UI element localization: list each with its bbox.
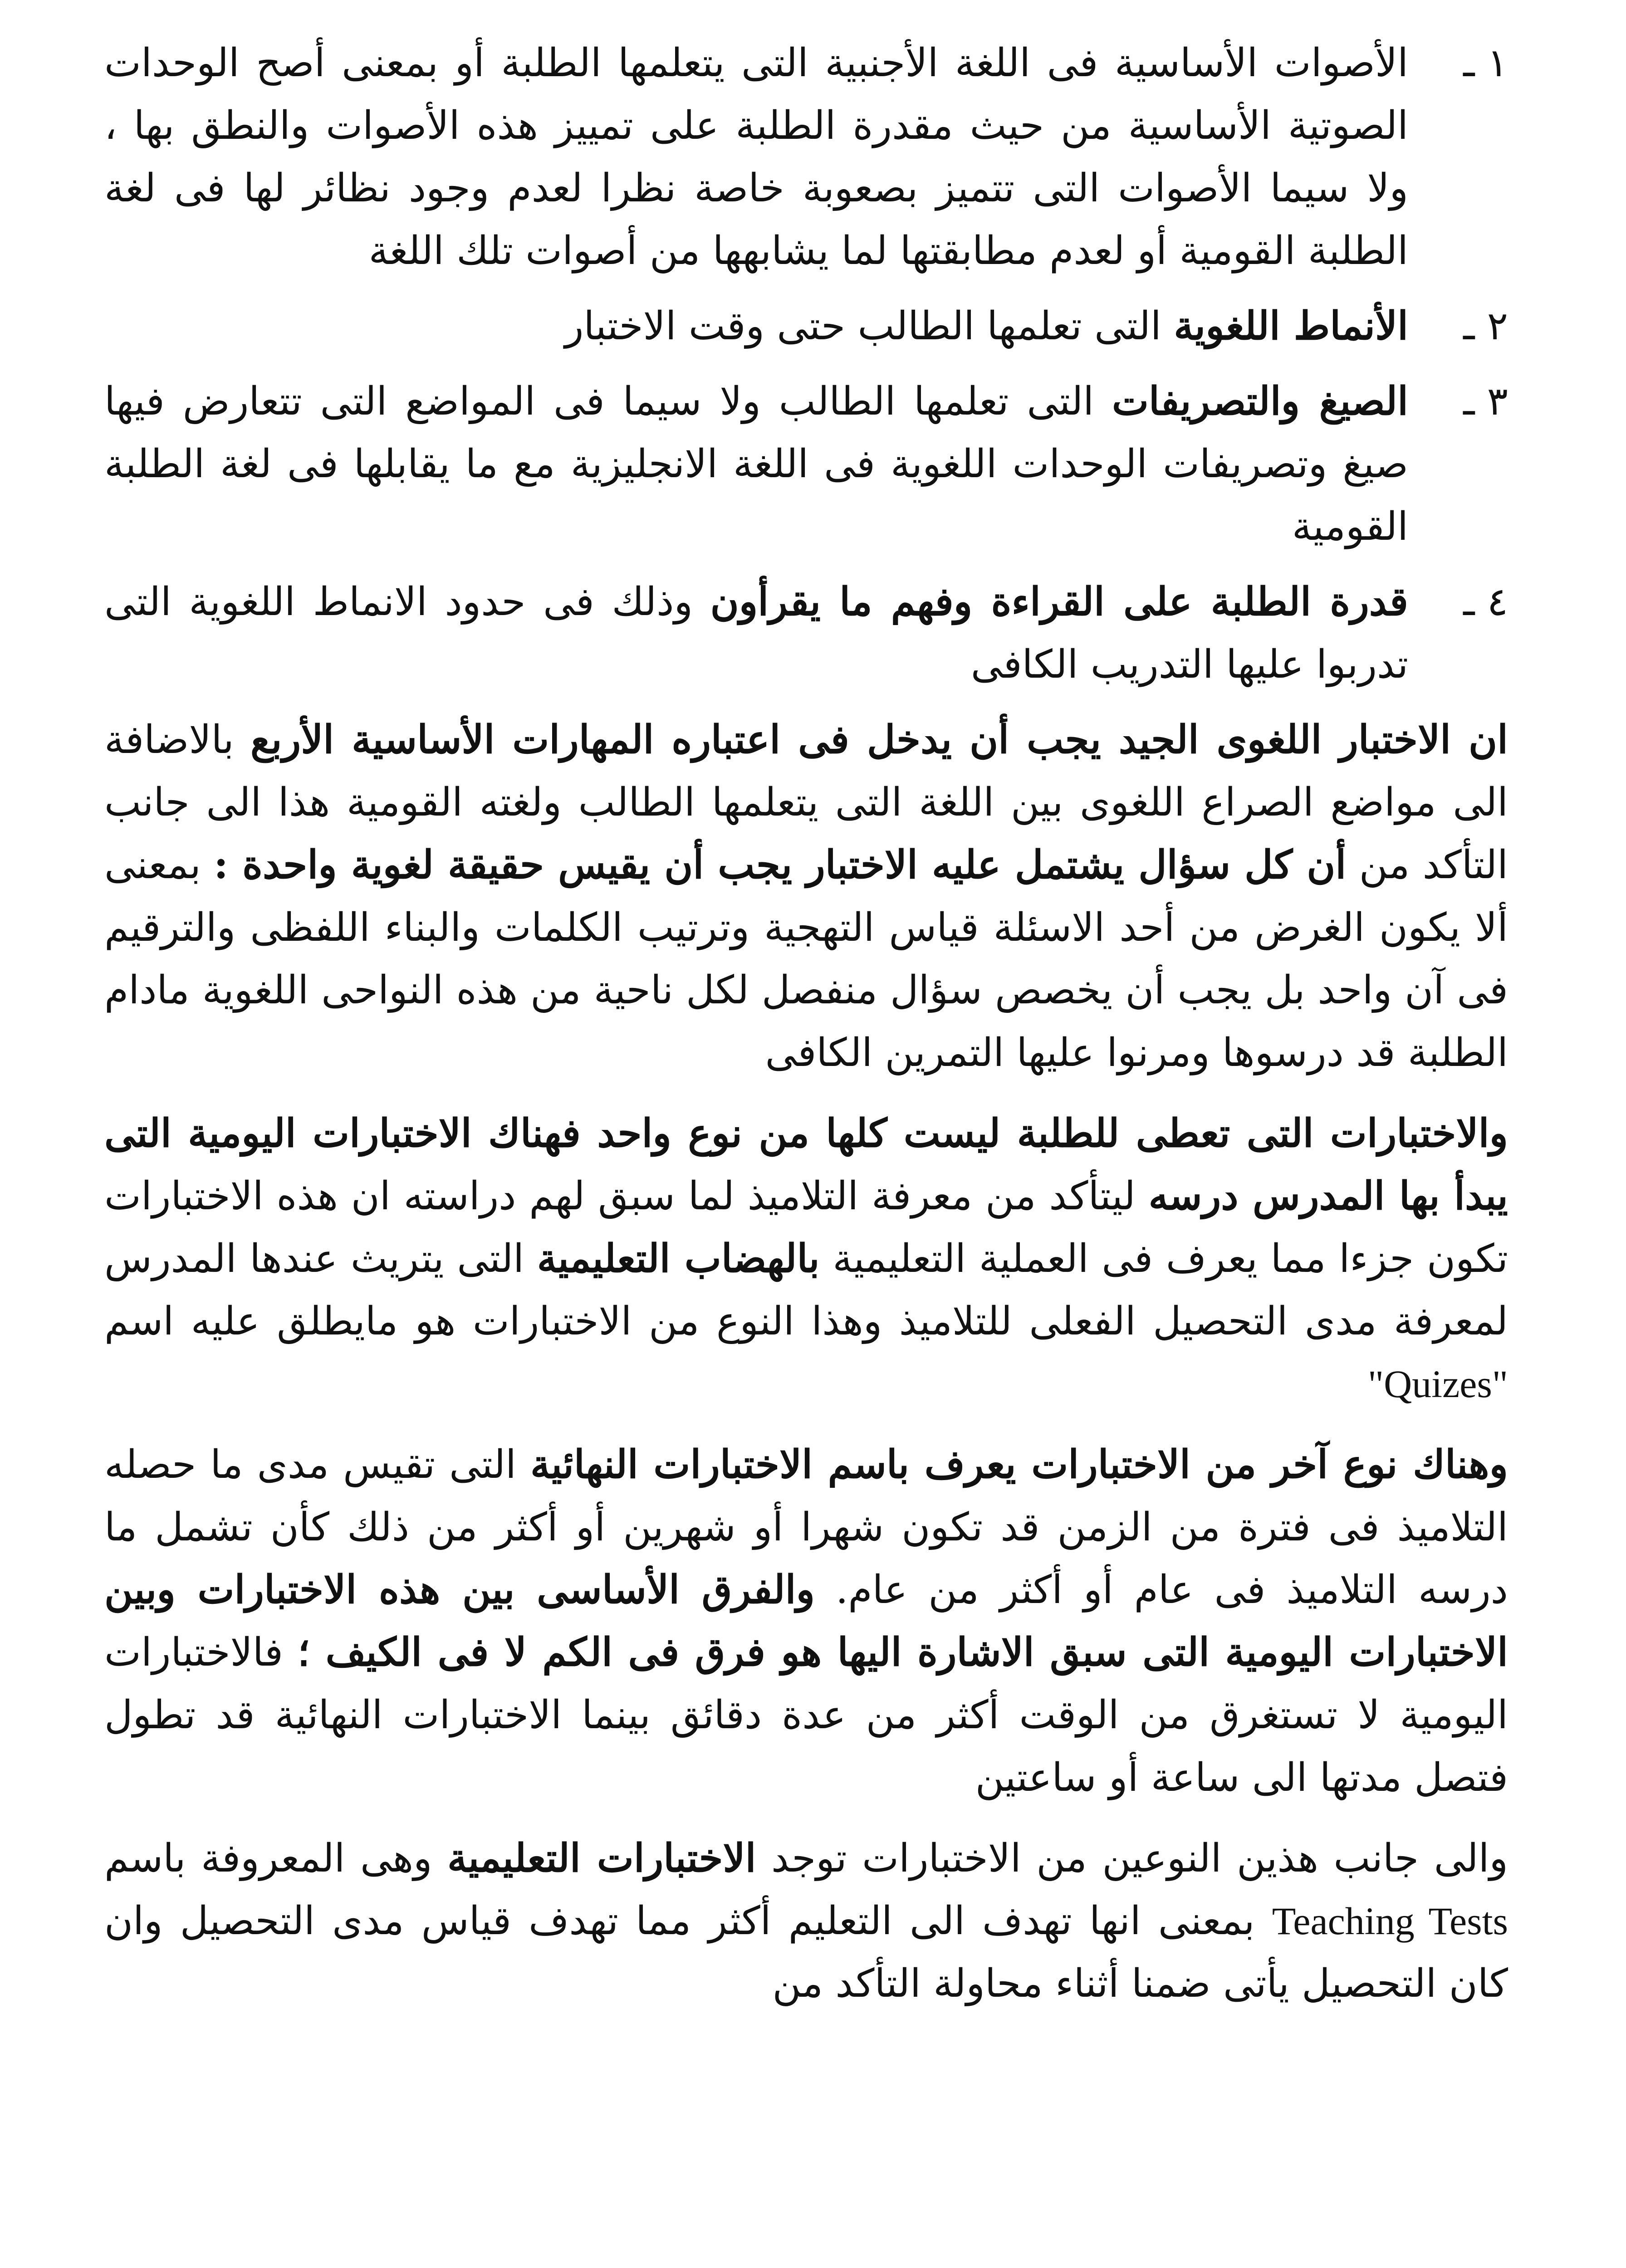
bold-text: والاختبارات التى تعطى للطلبة ليست كلها من نوع واحد فهناك الاختبارات اليومية التى يبدأ بها المدرس درسه bbox=[104, 1110, 1508, 1219]
bold-term: الأنماط اللغوية bbox=[1174, 303, 1408, 349]
bold-text: الاختبارات التعليمية bbox=[447, 1835, 756, 1881]
latin-term: "Quizes" bbox=[1367, 1362, 1508, 1406]
list-text: وذلك فى حدود الانماط اللغوية التى تدربوا عليها التدريب الكافى bbox=[104, 579, 1408, 687]
bold-text: ان الاختبار اللغوى الجيد يجب أن يدخل فى اعتباره المهارات الأساسية الأربع bbox=[250, 717, 1508, 763]
list-number: ٣ ـ bbox=[1463, 379, 1508, 424]
paragraph-daily-tests bbox=[104, 1102, 1508, 1415]
latin-term: Teaching Tests bbox=[1272, 1899, 1508, 1943]
list-text: الأصوات الأساسية فى اللغة الأجنبية التى يتعلمها الطلبة أو بمعنى أصح الوحدات الصوتية الأساسية من حيث مقدرة الطلبة على تمييز هذه الأصوات والنطق بها ، ولا سيما الأصوات التى تتميز بصعوبة خاصة نظرا لعدم وجود نظائر لها فى لغة الطلبة القومية أو لعدم مطابقتها لما يشابهها من أصوات تلك اللغة bbox=[104, 40, 1408, 274]
list-body bbox=[104, 571, 1408, 696]
bold-term: الصيغ والتصريفات bbox=[1112, 378, 1408, 424]
page-content bbox=[104, 32, 1508, 2033]
bold-text: وهناك نوع آخر من الاختبارات يعرف باسم الاختبارات النهائية bbox=[530, 1442, 1508, 1487]
list-number: ٤ ـ bbox=[1463, 579, 1508, 625]
body-text: وهى المعروفة باسم bbox=[104, 1836, 432, 1881]
bold-term: قدرة الطلبة على القراءة وفهم ما يقرأون bbox=[710, 579, 1409, 625]
paragraph-good-test bbox=[104, 709, 1508, 1084]
body-text: بمعنى ألا يكون الغرض من أحد الاسئلة قياس التهجية وترتيب الكلمات والبناء اللفظى والترقيم فى آن واحد بل يجب أن يخصص سؤال منفصل لكل ناحية من هذه النواحى اللغوية مادام الطلبة قد درسوها ومرنوا عليها التمرين الكافى bbox=[104, 842, 1508, 1075]
bold-text: أن كل سؤال يشتمل عليه الاختبار يجب أن يقيس حقيقة لغوية واحدة : bbox=[214, 842, 1347, 888]
list-body bbox=[104, 370, 1408, 558]
bold-text: بالهضاب التعليمية bbox=[537, 1236, 820, 1281]
list-item-2 bbox=[104, 295, 1508, 357]
body-text: بمعنى انها تهدف الى التعليم أكثر مما تهدف قياس مدى التحصيل وان كان التحصيل يأتى ضمنا أثناء محاولة التأكد من bbox=[104, 1898, 1508, 2006]
list-text: التى تعلمها الطالب ولا سيما فى المواضع التى تتعارض فيها صيغ وتصريفات الوحدات اللغوية فى اللغة الانجليزية مع ما يقابلها فى لغة الطلبة القومية bbox=[104, 379, 1408, 549]
list-text: التى تعلمها الطالب حتى وقت الاختبار bbox=[564, 303, 1161, 349]
body-text: ليتأكد من معرفة التلاميذ لما سبق لهم دراسته ان هذه الاختبارات تكون جزءا مما يعرف فى العملية التعليمية bbox=[104, 1173, 1508, 1281]
list-number: ١ ـ bbox=[1463, 40, 1508, 86]
body-text: والى جانب هذين النوعين من الاختبارات توجد bbox=[771, 1836, 1508, 1881]
body-text: التى تقيس مدى ما حصله التلاميذ فى فترة من الزمن قد تكون شهرا أو شهرين أو أكثر من ذلك كأن تشمل ما درسه التلاميذ فى عام أو أكثر من عام. bbox=[104, 1442, 1508, 1613]
bold-text: والفرق الأساسى بين هذه الاختبارات وبين الاختبارات اليومية التى سبق الاشارة اليها هو فرق فى الكم لا فى الكيف ؛ bbox=[104, 1567, 1508, 1675]
list-body bbox=[104, 295, 1408, 357]
list-item-3 bbox=[104, 370, 1508, 558]
body-text: بالاضافة الى مواضع الصراع اللغوى بين اللغة التى يتعلمها الطالب ولغته القومية هذا الى جانب التأكد من bbox=[104, 717, 1508, 888]
list-item-1 bbox=[104, 32, 1508, 282]
body-text: التى يتريث عندها المدرس لمعرفة مدى التحصيل الفعلى للتلاميذ وهذا النوع من الاختبارات هو مايطلق عليه اسم bbox=[104, 1236, 1508, 1344]
paragraph-final-tests bbox=[104, 1433, 1508, 1809]
list-item-4 bbox=[104, 571, 1508, 696]
list-number: ٢ ـ bbox=[1463, 303, 1508, 349]
body-text: فالاختبارات اليومية لا تستغرق من الوقت أكثر من عدة دقائق بينما الاختبارات النهائية قد تطول فتصل مدتها الى ساعة أو ساعتين bbox=[104, 1630, 1508, 1800]
paragraph-teaching-tests bbox=[104, 1827, 1508, 2015]
